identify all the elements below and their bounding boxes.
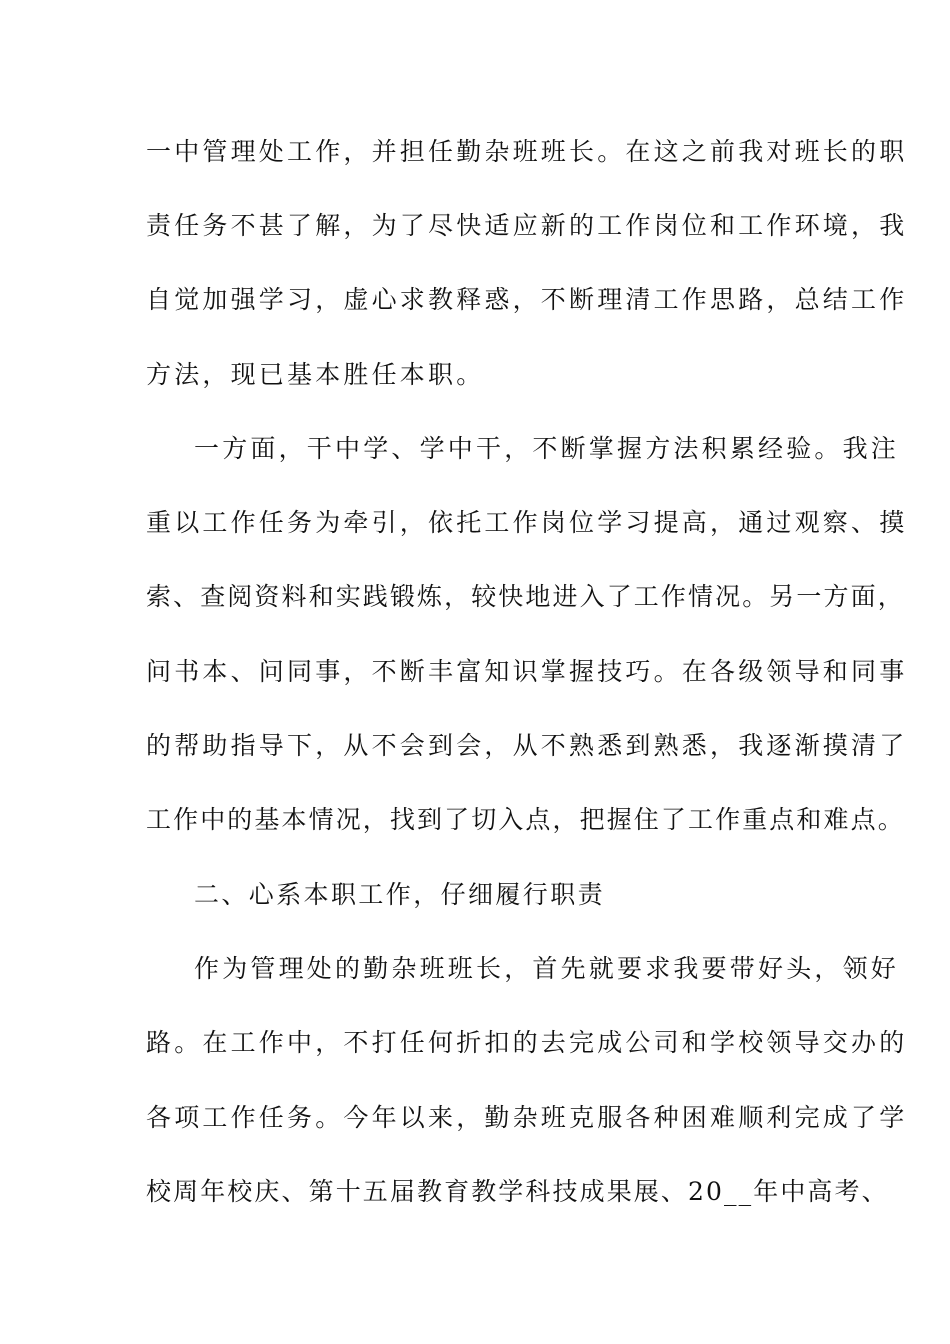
paragraph-line: 方法，现已基本胜任本职。 bbox=[146, 360, 485, 389]
paragraph-line: 工作中的基本情况，找到了切入点，把握住了工作重点和难点。 bbox=[146, 805, 905, 834]
paragraph-line: 的帮助指导下，从不会到会，从不熟悉到熟悉，我逐渐摸清了 bbox=[146, 731, 908, 760]
section-heading: 二、心系本职工作，仔细履行职责 bbox=[194, 880, 606, 909]
paragraph-line: 责任务不甚了解，为了尽快适应新的工作岗位和工作环境，我 bbox=[146, 211, 908, 240]
paragraph-line: 重以工作任务为牵引，依托工作岗位学习提高，通过观察、摸 bbox=[146, 508, 908, 537]
paragraph-line: 路。在工作中，不打任何折扣的去完成公司和学校领导交办的 bbox=[146, 1028, 908, 1057]
paragraph-line: 一方面，干中学、学中干，不断掌握方法积累经验。我注 bbox=[194, 434, 900, 463]
paragraph-line: 各项工作任务。今年以来，勤杂班克服各种困难顺利完成了学 bbox=[146, 1103, 908, 1132]
paragraph-line: 索、查阅资料和实践锻炼，较快地进入了工作情况。另一方面， bbox=[146, 582, 905, 611]
paragraph-line: 校周年校庆、第十五届教育教学科技成果展、20__年中高考、 bbox=[146, 1177, 889, 1206]
paragraph-line: 一中管理处工作，并担任勤杂班班长。在这之前我对班长的职 bbox=[146, 137, 908, 166]
paragraph-line: 作为管理处的勤杂班班长，首先就要求我要带好头，领好 bbox=[194, 954, 900, 983]
paragraph-line: 问书本、问同事，不断丰富知识掌握技巧。在各级领导和同事 bbox=[146, 657, 908, 686]
paragraph-line: 自觉加强学习，虚心求教释惑，不断理清工作思路，总结工作 bbox=[146, 285, 908, 314]
